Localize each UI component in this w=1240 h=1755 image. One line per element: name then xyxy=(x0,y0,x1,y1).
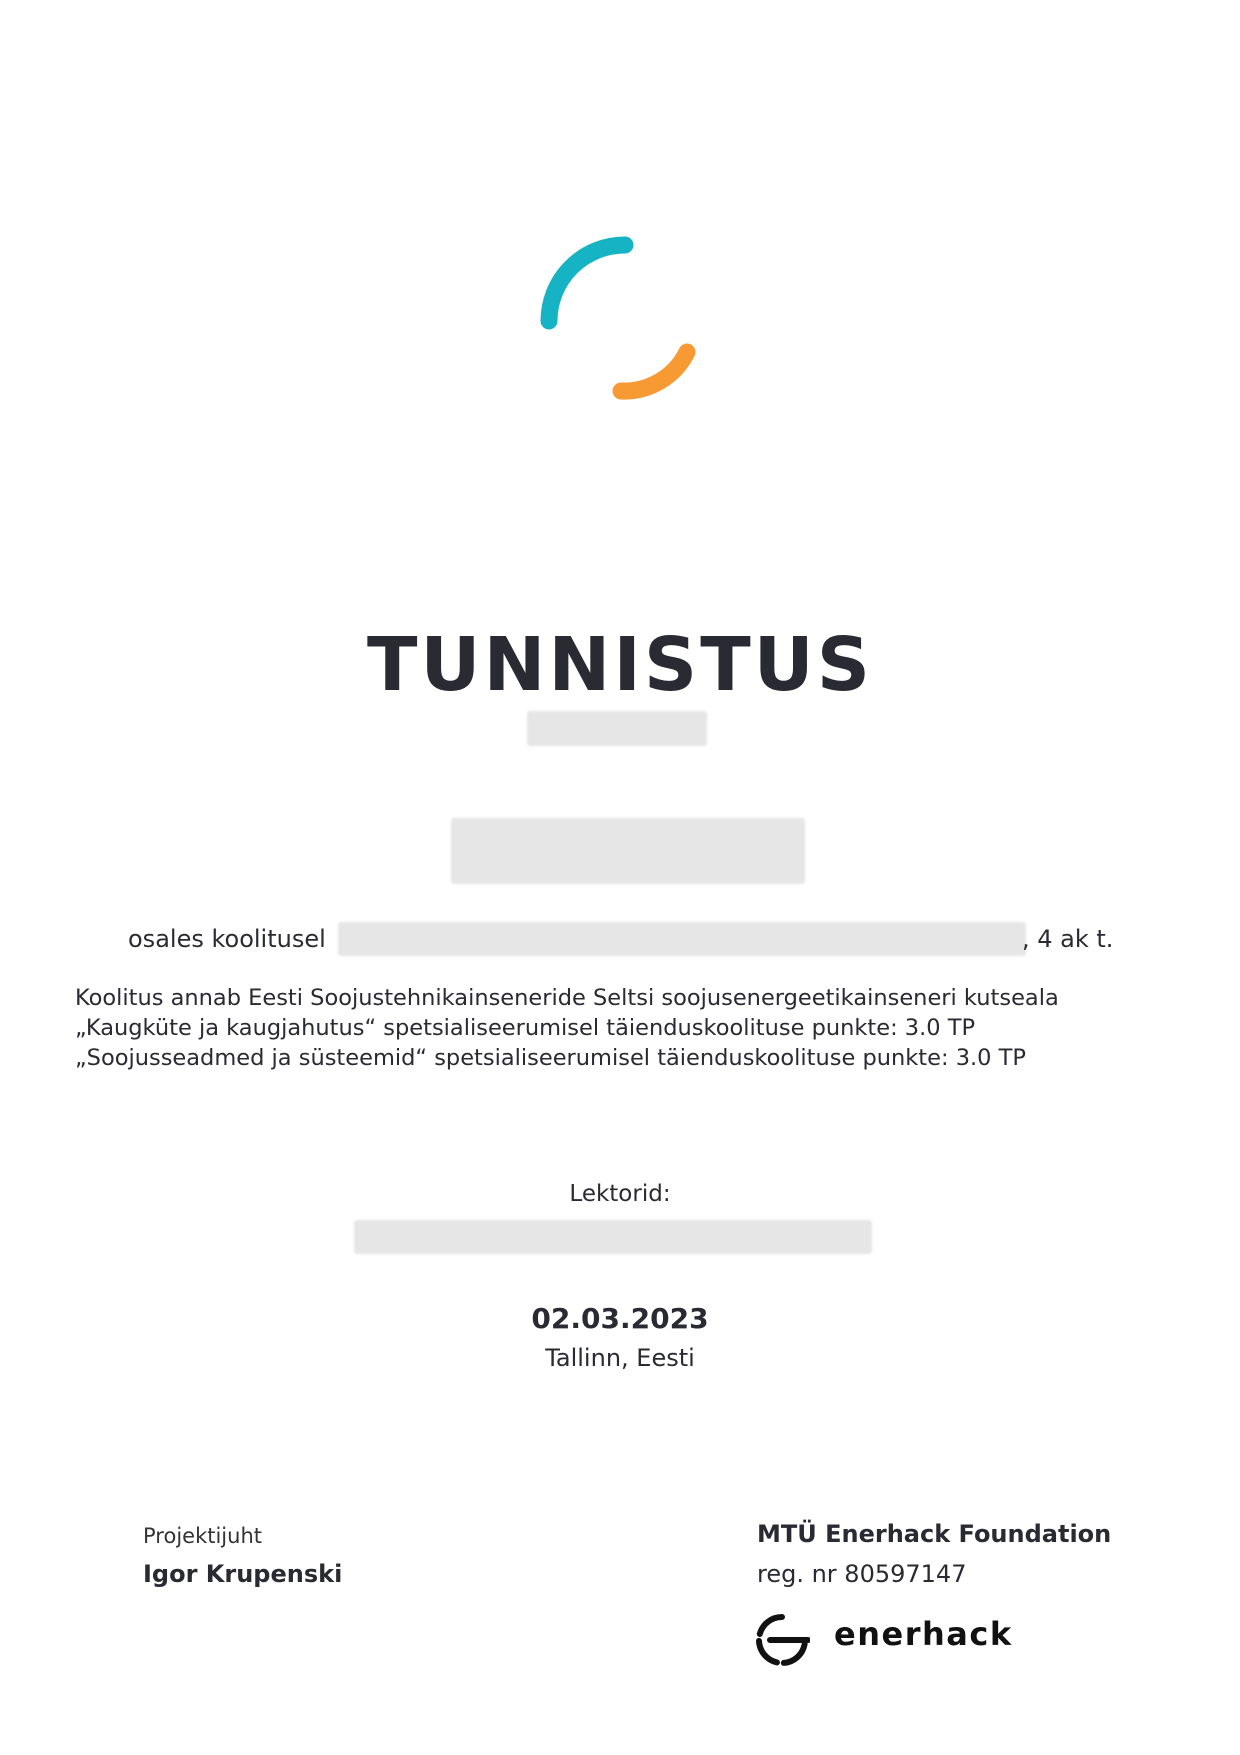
enerhack-wordmark: enerhack xyxy=(834,1615,1013,1653)
credits-line: Koolitus annab Eesti Soojustehnikainseneride Seltsi soojusenergeetikainseneri kutseala xyxy=(75,985,1059,1011)
organization-name: MTÜ Enerhack Foundation xyxy=(757,1520,1112,1548)
certificate-title: TUNNISTUS xyxy=(366,622,874,708)
lecturers-label: Lektorid: xyxy=(569,1181,671,1207)
certificate-date: 02.03.2023 xyxy=(531,1302,709,1335)
redacted-subtitle xyxy=(527,711,707,746)
credits-line: „Kaugküte ja kaugjahutus“ spetsialiseerumisel täienduskoolituse punkte: 3.0 TP xyxy=(75,1015,976,1041)
project-lead-name: Igor Krupenski xyxy=(143,1560,343,1588)
redacted-lecturer-names xyxy=(354,1220,872,1254)
organization-registration: reg. nr 80597147 xyxy=(757,1560,967,1588)
project-lead-role: Projektijuht xyxy=(143,1524,262,1548)
credits-paragraph xyxy=(75,983,1059,1073)
redacted-course-name xyxy=(338,922,1026,956)
enerhack-e-logo-icon xyxy=(754,1612,810,1668)
certificate-location: Tallinn, Eesti xyxy=(545,1344,695,1372)
attended-course-prefix: osales koolitusel xyxy=(128,925,326,953)
enerhack-arc-logo-icon xyxy=(540,236,710,406)
course-duration: , 4 ak t. xyxy=(1022,925,1114,953)
credits-line: „Soojusseadmed ja süsteemid“ spetsialiseerumisel täienduskoolituse punkte: 3.0 TP xyxy=(75,1045,1026,1071)
redacted-participant-name xyxy=(451,818,805,884)
